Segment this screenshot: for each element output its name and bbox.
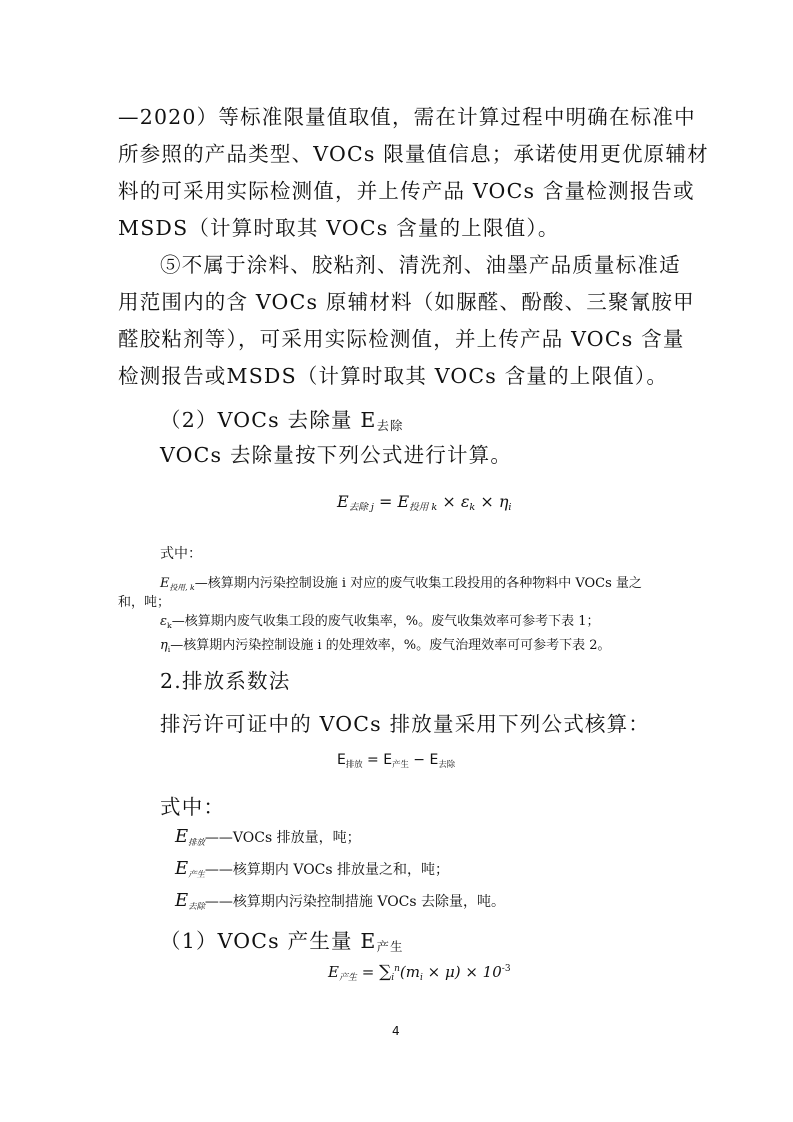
where-label-1: 式中：	[160, 546, 202, 562]
definition-e-used-cont: 和，吨；	[118, 595, 171, 610]
definition-epsilon: $\varepsilon_k—$核算期内废气收集工段的废气收集率，%。废气收集效率可参考下表 1；	[160, 614, 600, 630]
body-line-7: 醛胶粘剂等），可采用实际检测值，并上传产品 VOCs 含量	[118, 327, 685, 351]
section-heading-removal: （2）VOCs 去除量 $E_{去除}$	[160, 408, 404, 433]
definition-eta: $\eta_i—$核算期内污染控制设施 i 的处理效率，%。废气治理效率可可参考下表 2。	[160, 638, 611, 654]
body-line-5: ⑤不属于涂料、胶粘剂、清洗剂、油墨产品质量标准适	[160, 253, 681, 277]
section-heading-emission-factor: 2.排放系数法	[160, 669, 291, 693]
page-number: 4	[392, 1024, 400, 1038]
body-line-2: 所参照的产品类型、VOCs 限量值信息；承诺使用更优原辅材	[118, 142, 709, 166]
body-line-8: 检测报告或MSDS（计算时取其 VOCs 含量的上限值）。	[118, 364, 669, 388]
generation-formula: $E_{产生} = \sum_i^n(m_i \times \mu) \times 10^{-3}$	[328, 962, 511, 983]
definition-e-emission: $E_{排放}——VOCs$ 排放量，吨；	[175, 826, 361, 847]
definition-e-used: $E_{投用, k}—$核算期内污染控制设施 i 对应的废气收集工段投用的各种物料中 VOCs 量之	[160, 576, 642, 592]
section-heading-generation: （1）VOCs 产生量 $E_{产生}$	[160, 929, 404, 954]
definition-e-generated: $E_{产生}——$核算期内 VOCs 排放量之和，吨；	[175, 858, 450, 879]
definition-e-removed: $E_{去除}——$核算期内污染控制措施 VOCs 去除量，吨。	[175, 890, 506, 911]
body-line-4: MSDS（计算时取其 VOCs 含量的上限值）。	[118, 216, 560, 240]
removal-formula: $E_{去除 j} = E_{投用 k} \times \varepsilon_k \times \eta_i$	[337, 492, 512, 513]
body-line-1: —2020）等标准限量值取值，需在计算过程中明确在标准中	[118, 105, 696, 129]
where-label-2: 式中：	[160, 795, 226, 819]
emission-formula: $E_{排放} = E_{产生} - E_{去除}$	[337, 752, 456, 769]
removal-intro: VOCs 去除量按下列公式进行计算。	[160, 443, 513, 467]
body-line-6: 用范围内的含 VOCs 原辅材料（如脲醛、酚酸、三聚氰胺甲	[118, 290, 695, 314]
emission-intro: 排污许可证中的 VOCs 排放量采用下列公式核算：	[160, 712, 650, 736]
body-line-3: 料的可采用实际检测值，并上传产品 VOCs 含量检测报告或	[118, 179, 695, 203]
